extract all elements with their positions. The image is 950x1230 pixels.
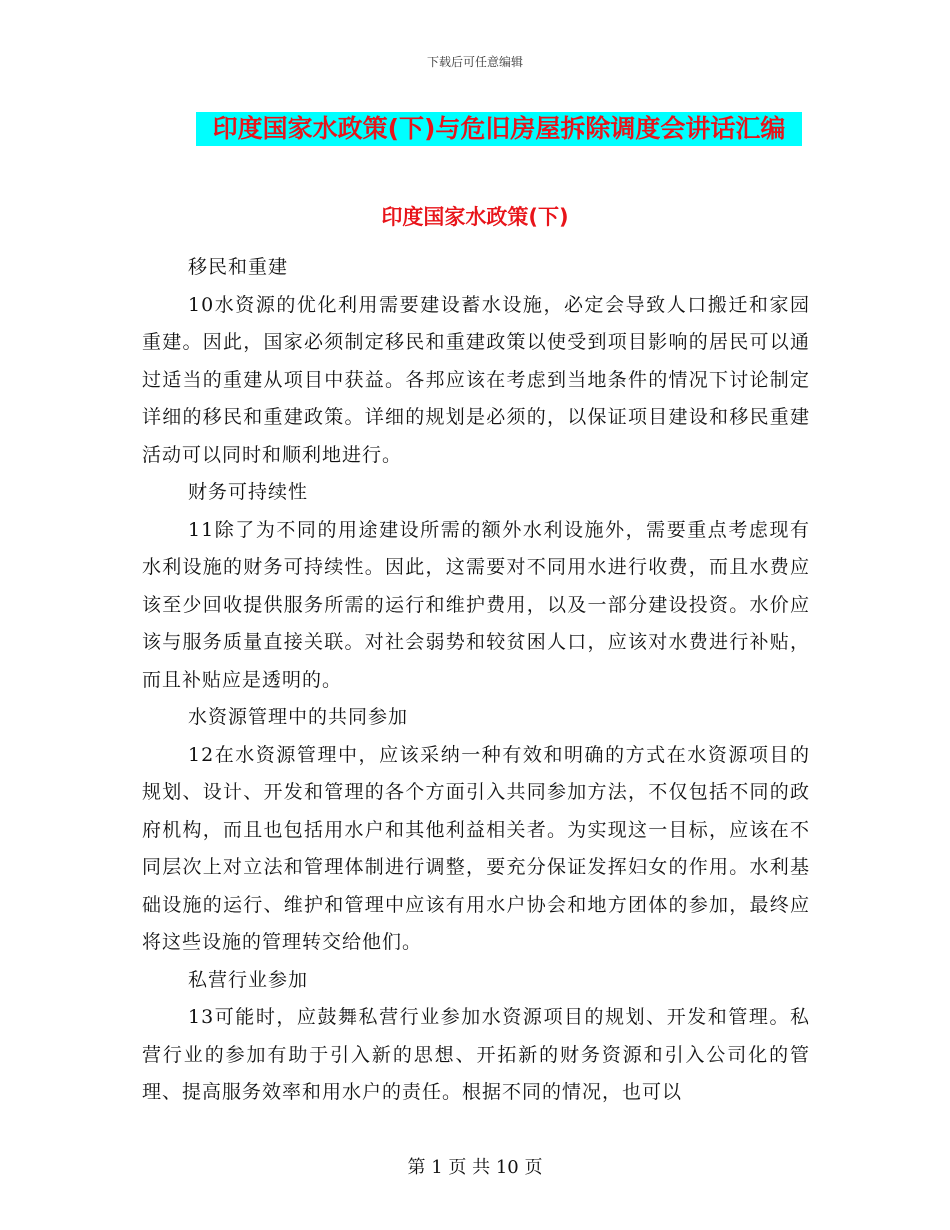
section-paragraph: 13可能时，应鼓舞私营行业参加水资源项目的规划、开发和管理。私营行业的参加有助于引入新的思想、开拓新的财务资源和引入公司化的管理、提高服务效率和用水户的责任。根据不同的情况，也可以 xyxy=(142,1006,810,1103)
document-body xyxy=(142,249,810,1112)
section-heading: 移民和重建 xyxy=(188,256,289,278)
section-title: 印度国家水政策(下) xyxy=(381,205,569,229)
page-header-note: 下载后可任意编辑 xyxy=(426,55,523,69)
section-paragraph: 11除了为不同的用途建设所需的额外水利设施外，需要重点考虑现有水利设施的财务可持续性。因此，这需要对不同用水进行收费，而且水费应该至少回收提供服务所需的运行和维护费用，以及一部分建设投资。水价应该与服务质量直接关联。对社会弱势和较贫困人口，应该对水费进行补贴，而且补贴应是透明的。 xyxy=(142,518,810,691)
section-paragraph: 10水资源的优化利用需要建设蓄水设施，必定会导致人口搬迁和家园重建。因此，国家必须制定移民和重建政策以使受到项目影响的居民可以通过适当的重建从项目中获益。各邦应该在考虑到当地条件的情况下讨论制定详细的移民和重建政策。详细的规划是必须的，以保证项目建设和移民重建活动可以同时和顺利地进行。 xyxy=(142,293,810,466)
page-footer: 第 1 页 共 10 页 xyxy=(407,1157,543,1178)
document-title: 印度国家水政策(下)与危旧房屋拆除调度会讲话汇编 xyxy=(196,112,802,146)
section-paragraph: 12在水资源管理中，应该采纳一种有效和明确的方式在水资源项目的规划、设计、开发和管理的各个方面引入共同参加方法，不仅包括不同的政府机构，而且也包括用水户和其他利益相关者。为实现这一目标，应该在不同层次上对立法和管理体制进行调整，要充分保证发挥妇女的作用。水利基础设施的运行、维护和管理中应该有用水户协会和地方团体的参加，最终应将这些设施的管理转交给他们。 xyxy=(142,743,810,953)
section-heading: 私营行业参加 xyxy=(188,968,309,991)
section-heading: 财务可持续性 xyxy=(188,481,309,503)
section-heading: 水资源管理中的共同参加 xyxy=(188,706,409,728)
